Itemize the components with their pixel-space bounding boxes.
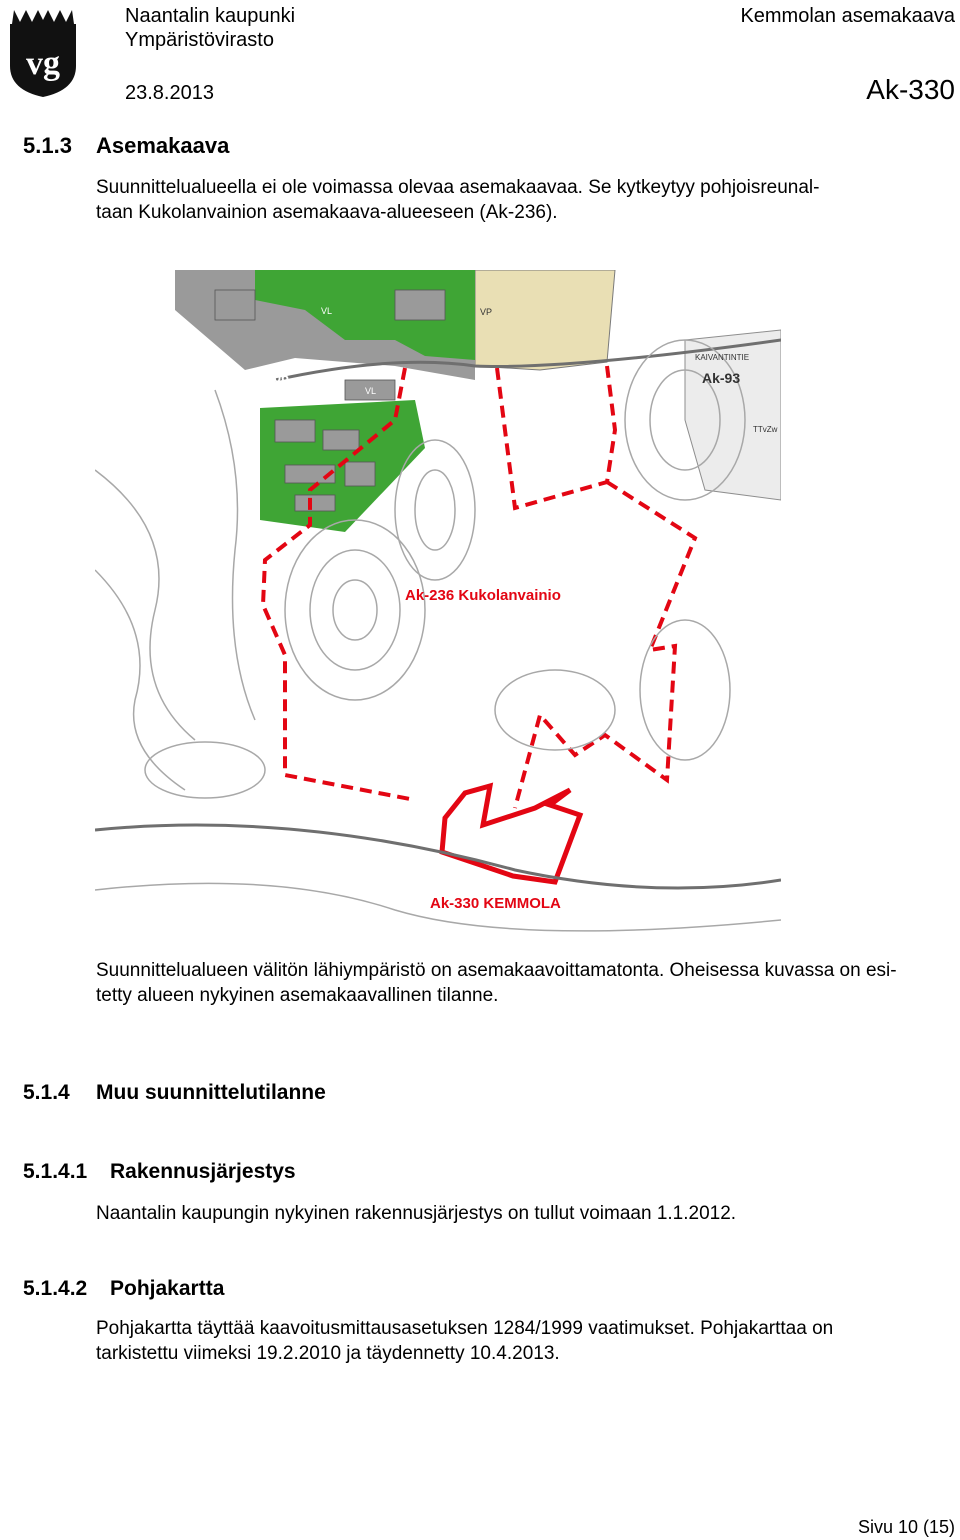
section-title-muu-suunnittelutilanne: Muu suunnittelutilanne bbox=[96, 1081, 326, 1104]
paragraph-line: tetty alueen nykyinen asemakaavallinen tilanne. bbox=[96, 985, 499, 1006]
section-number-5-1-4: 5.1.4 bbox=[23, 1081, 70, 1104]
map-label-tt: TTvZw bbox=[753, 425, 778, 434]
header-date: 23.8.2013 bbox=[125, 82, 214, 104]
map-label-ak330: Ak-330 KEMMOLA bbox=[430, 895, 561, 912]
section-number-5-1-4-2: 5.1.4.2 bbox=[23, 1277, 88, 1300]
paragraph-line: Pohjakartta täyttää kaavoitusmittausasetuksen 1284/1999 vaatimukset. Pohjakarttaa on bbox=[96, 1318, 834, 1339]
paragraph-line: Naantalin kaupungin nykyinen rakennusjärjestys on tullut voimaan 1.1.2012. bbox=[96, 1203, 737, 1224]
paragraph-line: Suunnittelualueen välitön lähiympäristö on asemakaavoittamatonta. Oheisessa kuvassa on esi- bbox=[96, 960, 897, 981]
map-label-vl: VL bbox=[365, 386, 377, 396]
zoning-map-figure bbox=[95, 270, 781, 946]
section-number-5-1-4-1: 5.1.4.1 bbox=[23, 1160, 88, 1183]
document-title: Kemmolan asemakaava bbox=[740, 5, 955, 27]
paragraph-line: taan Kukolanvainion asemakaava-alueeseen (Ak-236). bbox=[96, 202, 558, 223]
map-label-ak93: Ak-93 bbox=[702, 370, 741, 386]
map-label-road: KAIVANTINTIE bbox=[695, 353, 750, 362]
page-number: Sivu 10 (15) bbox=[857, 1517, 955, 1537]
section-title-asemakaava: Asemakaava bbox=[96, 133, 230, 158]
map-label-ak206: Ak-206 bbox=[243, 369, 289, 385]
paragraph-line: tarkistettu viimeksi 19.2.2010 ja täydennetty 10.4.2013. bbox=[96, 1343, 560, 1364]
org-name: Naantalin kaupunki bbox=[125, 5, 296, 27]
section-title-rakennusjarjestys: Rakennusjärjestys bbox=[110, 1160, 296, 1183]
section-number-5-1-3: 5.1.3 bbox=[23, 133, 72, 158]
paragraph-line: Suunnittelualueella ei ole voimassa olevaa asemakaavaa. Se kytkeytyy pohjoisreunal- bbox=[96, 177, 820, 198]
map-label-vp: VP bbox=[480, 307, 493, 317]
map-label-ak236: Ak-236 Kukolanvainio bbox=[405, 587, 561, 604]
document-code: Ak-330 bbox=[866, 74, 955, 105]
logo-text: vg bbox=[26, 45, 60, 82]
map-label-vl: VL bbox=[321, 306, 333, 316]
org-department: Ympäristövirasto bbox=[125, 29, 274, 51]
section-title-pohjakartta: Pohjakartta bbox=[110, 1277, 225, 1300]
naantali-coat-of-arms-logo bbox=[6, 6, 80, 98]
